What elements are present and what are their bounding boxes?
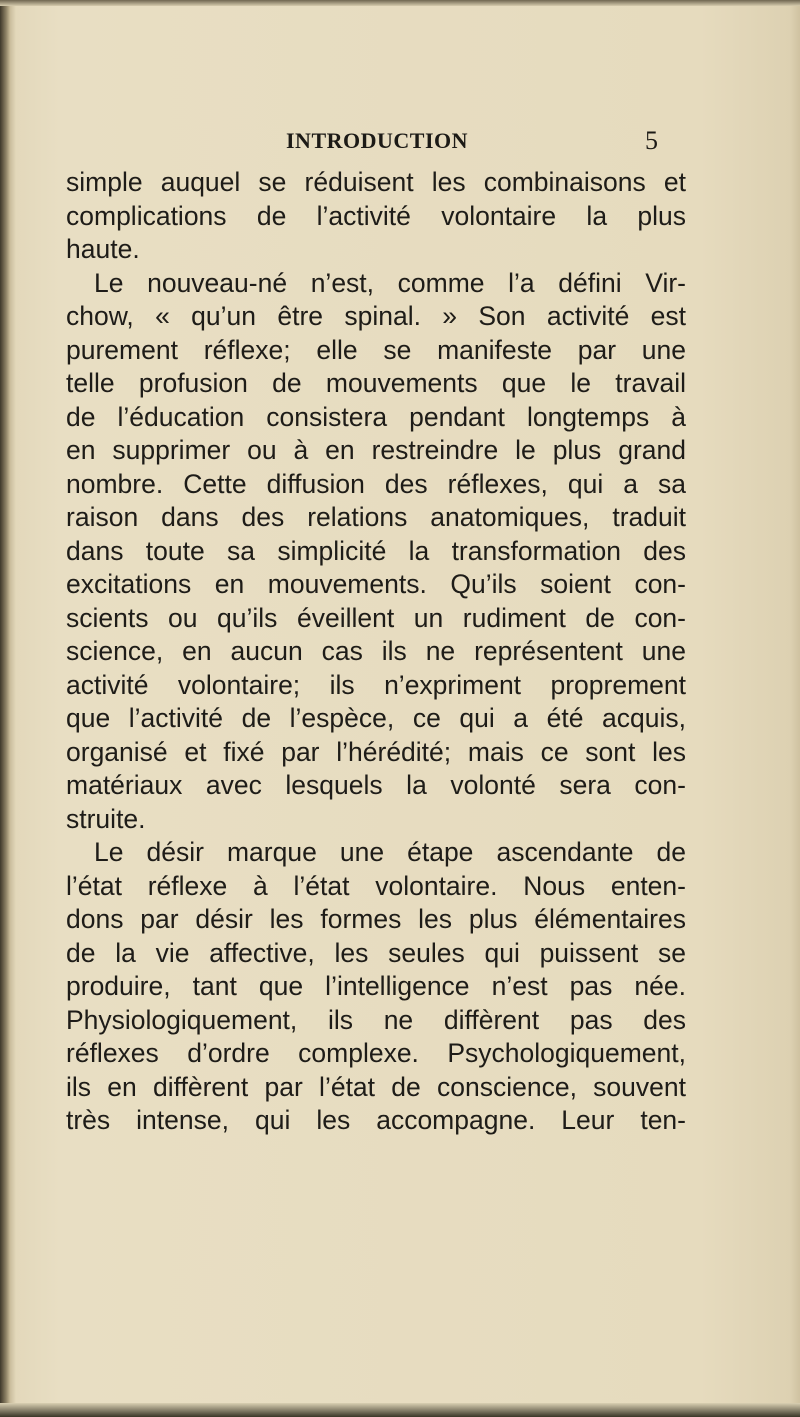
text-line: haute. bbox=[66, 234, 140, 264]
text-line: excitations en mouvements. Qu’ils soient con- bbox=[66, 569, 686, 599]
text-line: produire, tant que l’intelligence n’est pas née. bbox=[66, 971, 686, 1001]
text-line: dons par désir les formes les plus élémentaires bbox=[66, 904, 686, 934]
text-line: Physiologiquement, ils ne diffèrent pas des bbox=[66, 1004, 686, 1035]
text-line: raison dans des relations anatomiques, traduit bbox=[66, 502, 686, 532]
text-line: réflexes d’ordre complexe. Psychologiquement, bbox=[66, 1038, 686, 1068]
text-line: science, en aucun cas ils ne représentent une bbox=[66, 636, 686, 666]
text-line: de la vie affective, les seules qui puissent se bbox=[66, 937, 686, 968]
page-bottom-edge bbox=[0, 1403, 800, 1417]
text-line: ils en diffèrent par l’état de conscience, souvent bbox=[66, 1071, 686, 1102]
text-line: struite. bbox=[66, 803, 146, 834]
text-line: activité volontaire; ils n’expriment proprement bbox=[66, 669, 686, 700]
text-line: de l’éducation consistera pendant longtemps à bbox=[66, 401, 686, 432]
page-top-edge bbox=[0, 0, 800, 6]
page-header bbox=[286, 128, 658, 158]
text-line: nombre. Cette diffusion des réflexes, qui a sa bbox=[66, 468, 686, 499]
text-line: organisé et fixé par l’hérédité; mais ce sont les bbox=[66, 736, 686, 767]
text-line: Le nouveau-né n’est, comme l’a défini Vir- bbox=[94, 267, 686, 298]
text-line: chow, « qu’un être spinal. » Son activité est bbox=[66, 301, 686, 331]
body-text bbox=[66, 166, 686, 1138]
text-line: l’état réflexe à l’état volontaire. Nous enten- bbox=[66, 870, 686, 901]
text-line: en supprimer ou à en restreindre le plus grand bbox=[66, 435, 686, 465]
text-line: complications de l’activité volontaire la plus bbox=[66, 200, 686, 231]
text-line: Le désir marque une étape ascendante de bbox=[94, 837, 686, 867]
text-line: simple auquel se réduisent les combinaisons et bbox=[66, 167, 686, 197]
text-line: purement réflexe; elle se manifeste par une bbox=[66, 334, 686, 365]
text-line: très intense, qui les accompagne. Leur ten- bbox=[66, 1105, 686, 1135]
page-binding-edge bbox=[0, 0, 10, 1417]
text-line: que l’activité de l’espèce, ce qui a été acquis, bbox=[66, 703, 686, 733]
text-line: telle profusion de mouvements que le travail bbox=[66, 368, 686, 398]
text-line: dans toute sa simplicité la transformation des bbox=[66, 535, 686, 566]
page-number: 5 bbox=[645, 126, 658, 155]
text-line: matériaux avec lesquels la volonté sera con- bbox=[66, 770, 686, 800]
text-line: scients ou qu’ils éveillent un rudiment de con- bbox=[66, 602, 686, 633]
running-title: INTRODUCTION bbox=[286, 128, 469, 153]
